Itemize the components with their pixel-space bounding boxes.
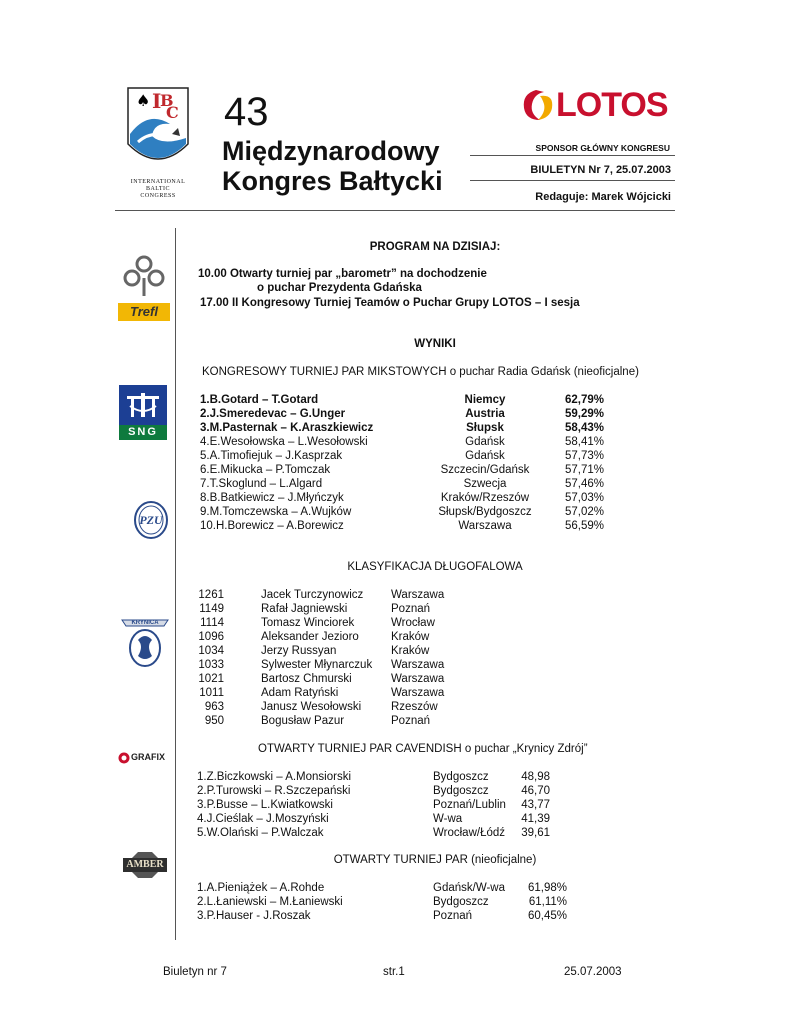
player-name: Tomasz Winciorek (261, 617, 355, 629)
pair-names: 10.H.Borewicz – A.Borewicz (200, 520, 344, 532)
table-row (197, 881, 620, 895)
program-heading: PROGRAM NA DZISIAJ: (369, 241, 501, 253)
svg-text:♠: ♠ (136, 91, 151, 110)
player-city: Warszawa (391, 589, 445, 601)
pair-city: Bydgoszcz (433, 896, 489, 908)
lotos-wordmark: LOTOS (556, 86, 668, 124)
pair-score: 61,98% (527, 882, 567, 894)
table-row (200, 421, 620, 435)
pair-city: Słupsk (466, 422, 504, 434)
player-city: Wrocław (391, 617, 435, 629)
player-points: 963 (204, 701, 224, 713)
sng-logo (119, 385, 167, 440)
table-row (197, 784, 620, 798)
table-row (197, 812, 620, 826)
pzu-label: PZU (139, 513, 163, 527)
player-points: 1021 (198, 673, 224, 685)
pair-names: 2.J.Smeredevac – G.Unger (200, 408, 346, 420)
player-name: Bartosz Chmurski (261, 673, 352, 685)
table-row (200, 519, 620, 533)
grafix-logo (118, 751, 172, 765)
pair-score: 58,43% (564, 422, 604, 434)
player-points: 1034 (198, 645, 224, 657)
sng-emblem-icon (124, 390, 162, 420)
pair-names: 1.B.Gotard – T.Gotard (200, 394, 319, 406)
pair-city: Słupsk/Bydgoszcz (438, 506, 532, 518)
program-line-2: o puchar Prezydenta Gdańska (257, 282, 422, 294)
ibc-logo-caption: INTERNATIONAL BALTIC CONGRESS (130, 179, 186, 199)
sponsor-label: SPONSOR GŁÓWNY KONGRESU (535, 143, 670, 153)
table-row (200, 714, 620, 728)
player-city: Poznań (391, 715, 431, 727)
table-row (200, 602, 620, 616)
open-pairs-title: OTWARTY TURNIEJ PAR (nieoficjalne) (333, 854, 537, 866)
pair-score: 39,61 (521, 827, 550, 839)
table-row (200, 393, 620, 407)
program-line-1: 10.00 Otwarty turniej par „barometr” na dochodzenie (198, 268, 487, 280)
results-heading: WYNIKI (414, 338, 456, 350)
player-city: Kraków (391, 645, 430, 657)
table-row (200, 700, 620, 714)
player-city: Poznań (391, 603, 431, 615)
header-divider-1 (470, 155, 675, 156)
pair-names: 3.P.Busse – L.Kwiatkowski (197, 799, 333, 811)
svg-text:C: C (166, 103, 179, 122)
pair-names: 9.M.Tomczewska – A.Wujków (200, 506, 352, 518)
grafix-mark-icon (118, 752, 130, 764)
pair-city: Gdańsk/W-wa (433, 882, 506, 894)
player-city: Rzeszów (391, 701, 438, 713)
pair-city: Gdańsk (465, 450, 505, 462)
congress-title-line2: Kongres Bałtycki (222, 166, 443, 196)
header-rule (115, 210, 675, 211)
pair-city: Poznań/Lublin (433, 799, 506, 811)
pair-names: 3.P.Hauser - J.Roszak (197, 910, 311, 922)
player-name: Janusz Wesołowski (261, 701, 362, 713)
footer-page: str.1 (383, 966, 405, 978)
table-row (200, 686, 620, 700)
pair-city: Bydgoszcz (433, 771, 489, 783)
pair-city: Warszawa (458, 520, 512, 532)
sng-label: SNG (119, 425, 167, 440)
table-row (200, 505, 620, 519)
longterm-title: KLASYFIKACJA DŁUGOFALOWA (347, 561, 523, 573)
player-city: Kraków (391, 631, 430, 643)
pair-score: 46,70 (521, 785, 550, 797)
pair-score: 57,46% (564, 478, 604, 490)
player-name: Adam Ratyński (261, 687, 339, 699)
player-name: Sylwester Młynarczuk (261, 659, 373, 671)
player-points: 1261 (198, 589, 224, 601)
player-points: 1114 (200, 617, 224, 629)
ibc-emblem-icon (118, 84, 198, 174)
pair-score: 56,59% (564, 520, 604, 532)
pair-city: Szczecin/Gdańsk (440, 464, 530, 476)
table-row (200, 630, 620, 644)
table-row (200, 644, 620, 658)
pzu-logo (133, 500, 169, 542)
table-row (200, 491, 620, 505)
player-points: 1033 (198, 659, 224, 671)
ibc-logo (118, 84, 198, 200)
player-points: 1011 (199, 687, 224, 699)
pair-names: 1.A.Pieniążek – A.Rohde (197, 882, 325, 894)
player-city: Warszawa (391, 673, 445, 685)
pair-city: Kraków/Rzeszów (440, 492, 530, 504)
bulletin-number: BIULETYN Nr 7, 25.07.2003 (530, 164, 671, 176)
krynica-label: KRYNICA (131, 620, 159, 626)
footer-date: 25.07.2003 (564, 966, 622, 978)
pair-score: 41,39 (521, 813, 550, 825)
grafix-label: GRAFIX (131, 752, 166, 762)
table-row (200, 477, 620, 491)
pair-city: W-wa (433, 813, 463, 825)
pair-city: Wrocław/Łódź (433, 827, 506, 839)
table-row (200, 588, 620, 602)
mixed-tournament-title: KONGRESOWY TURNIEJ PAR MIKSTOWYCH o puchar Radia Gdańsk (nieoficjalne) (202, 366, 639, 378)
pair-names: 3.M.Pasternak – K.Araszkiewicz (200, 422, 374, 434)
table-row (197, 909, 620, 923)
player-name: Rafał Jagniewski (261, 603, 348, 615)
pair-names: 2.P.Turowski – R.Szczepański (197, 785, 351, 797)
amber-logo (122, 850, 168, 880)
pair-city: Austria (465, 408, 505, 420)
player-name: Jerzy Russyan (261, 645, 337, 657)
trefl-logo (118, 254, 170, 320)
player-name: Bogusław Pazur (261, 715, 345, 727)
pair-names: 2.L.Łaniewski – M.Łaniewski (197, 896, 343, 908)
editor-line: Redaguje: Marek Wójcicki (535, 191, 671, 203)
header-divider-2 (470, 180, 675, 181)
pair-score: 57,71% (564, 464, 604, 476)
pair-score: 58,41% (564, 436, 604, 448)
pair-score: 60,45% (527, 910, 567, 922)
pair-score: 57,03% (564, 492, 604, 504)
krynica-logo (120, 612, 170, 670)
table-row (200, 672, 620, 686)
player-points: 1149 (199, 603, 224, 615)
pair-names: 7.T.Skoglund – L.Algard (200, 478, 323, 490)
player-city: Warszawa (391, 659, 445, 671)
pair-names: 4.J.Cieślak – J.Moszyński (197, 813, 329, 825)
sidebar-divider (175, 228, 176, 940)
pair-score: 61,11% (528, 896, 567, 908)
player-points: 1096 (198, 631, 224, 643)
svg-text:B: B (160, 91, 174, 110)
table-row (197, 798, 620, 812)
pair-names: 5.W.Olański – P.Walczak (197, 827, 324, 839)
pair-city: Poznań (433, 910, 473, 922)
svg-text:I: I (152, 89, 162, 113)
player-city: Warszawa (391, 687, 445, 699)
player-name: Aleksander Jezioro (261, 631, 359, 643)
table-row (200, 616, 620, 630)
table-row (200, 435, 620, 449)
cavendish-title: OTWARTY TURNIEJ PAR CAVENDISH o puchar „Krynicy Zdrój” (258, 743, 588, 755)
clover-icon (118, 254, 170, 296)
pair-score: 62,79% (564, 394, 604, 406)
pair-names: 6.E.Mikucka – P.Tomczak (200, 464, 331, 476)
pair-score: 57,02% (564, 506, 604, 518)
pair-city: Bydgoszcz (433, 785, 489, 797)
table-row (197, 770, 620, 784)
footer-left: Biuletyn nr 7 (163, 966, 227, 978)
pair-city: Szwecja (463, 478, 507, 490)
table-row (200, 449, 620, 463)
pair-score: 59,29% (564, 408, 604, 420)
pair-names: 1.Z.Biczkowski – A.Monsiorski (197, 771, 352, 783)
issue-number: 43 (224, 90, 269, 134)
congress-title (222, 136, 443, 196)
player-points: 950 (204, 715, 224, 727)
pair-score: 48,98 (521, 771, 550, 783)
pair-names: 8.B.Batkiewicz – J.Młyńczyk (200, 492, 344, 504)
table-row (200, 463, 620, 477)
table-row (200, 658, 620, 672)
player-name: Jacek Turczynowicz (261, 589, 364, 601)
table-row (200, 407, 620, 421)
pair-score: 43,77 (521, 799, 550, 811)
pair-city: Gdańsk (465, 436, 505, 448)
program-line-3: 17.00 II Kongresowy Turniej Teamów o Puchar Grupy LOTOS – I sesja (200, 297, 580, 309)
table-row (197, 826, 620, 840)
table-row (197, 895, 620, 909)
pair-names: 5.A.Timofiejuk – J.Kasprzak (200, 450, 343, 462)
pair-score: 57,73% (564, 450, 604, 462)
trefl-label: Trefl (118, 303, 170, 321)
amber-label: AMBER (126, 859, 164, 870)
pair-names: 4.E.Wesołowska – L.Wesołowski (200, 436, 368, 448)
pair-city: Niemcy (464, 394, 506, 406)
congress-title-line1: Międzynarodowy (222, 136, 440, 166)
